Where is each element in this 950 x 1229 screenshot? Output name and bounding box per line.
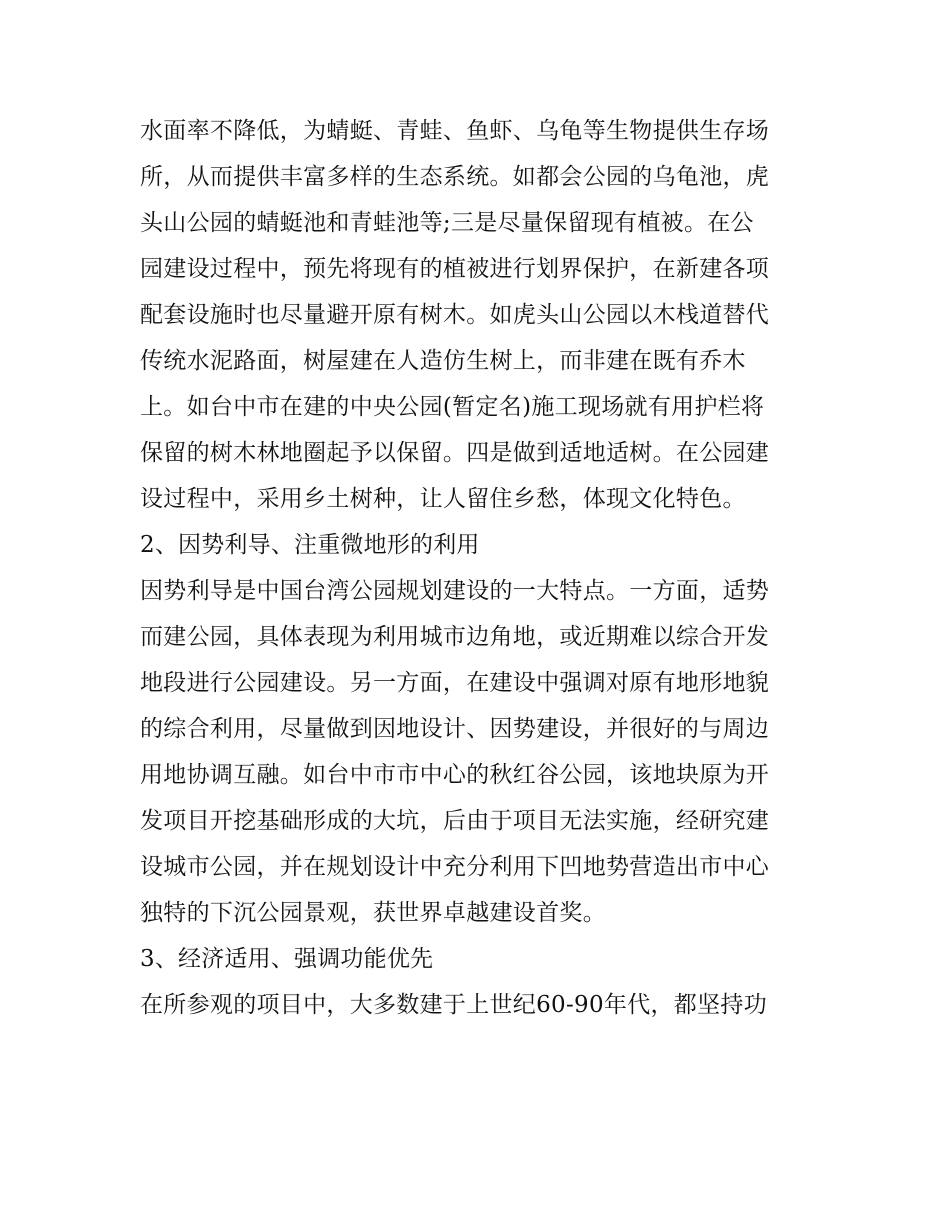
paragraph-line: 设城市公园，并在规划设计中充分利用下凹地势营造出市中心 (140, 854, 770, 880)
paragraph-line: 用地协调互融。如台中市市中心的秋红谷公园，该地块原为开 (140, 762, 770, 788)
paragraph-line: 水面率不降低，为蜻蜓、青蛙、鱼虾、乌龟等生物提供生存场 (140, 118, 770, 144)
paragraph-line: 所，从而提供丰富多样的生态系统。如都会公园的乌龟池，虎 (140, 164, 770, 190)
paragraph-line: 在所参观的项目中，大多数建于上世纪60-90年代，都坚持功 (140, 992, 768, 1018)
paragraph-line: 配套设施时也尽量避开原有树木。如虎头山公园以木栈道替代 (140, 302, 770, 328)
paragraph-line: 上。如台中市在建的中央公园(暂定名)施工现场就有用护栏将 (140, 394, 765, 420)
paragraph-line: 独特的下沉公园景观，获世界卓越建设首奖。 (140, 900, 606, 926)
paragraph-line: 设过程中，采用乡土树种，让人留住乡愁，体现文化特色。 (140, 486, 746, 512)
document-body (140, 108, 820, 1028)
paragraph-line: 的综合利用，尽量做到因地设计、因势建设，并很好的与周边 (140, 716, 770, 742)
paragraph-line: 发项目开挖基础形成的大坑，后由于项目无法实施，经研究建 (140, 808, 770, 834)
paragraph-line: 因势利导是中国台湾公园规划建设的一大特点。一方面，适势 (140, 578, 770, 604)
paragraph-line: 地段进行公园建设。另一方面，在建设中强调对原有地形地貌 (140, 670, 770, 696)
paragraph-line: 传统水泥路面，树屋建在人造仿生树上，而非建在既有乔木 (140, 348, 746, 374)
section-heading: 3、经济适用、强调功能优先 (140, 946, 434, 972)
paragraph-line: 保留的树木林地圈起予以保留。四是做到适地适树。在公园建 (140, 440, 770, 466)
paragraph-line: 园建设过程中，预先将现有的植被进行划界保护，在新建各项 (140, 256, 770, 282)
paragraph-line: 头山公园的蜻蜓池和青蛙池等;三是尽量保留现有植被。在公 (140, 210, 754, 236)
paragraph-line: 而建公园，具体表现为利用城市边角地，或近期难以综合开发 (140, 624, 770, 650)
section-heading: 2、因势利导、注重微地形的利用 (140, 532, 480, 558)
